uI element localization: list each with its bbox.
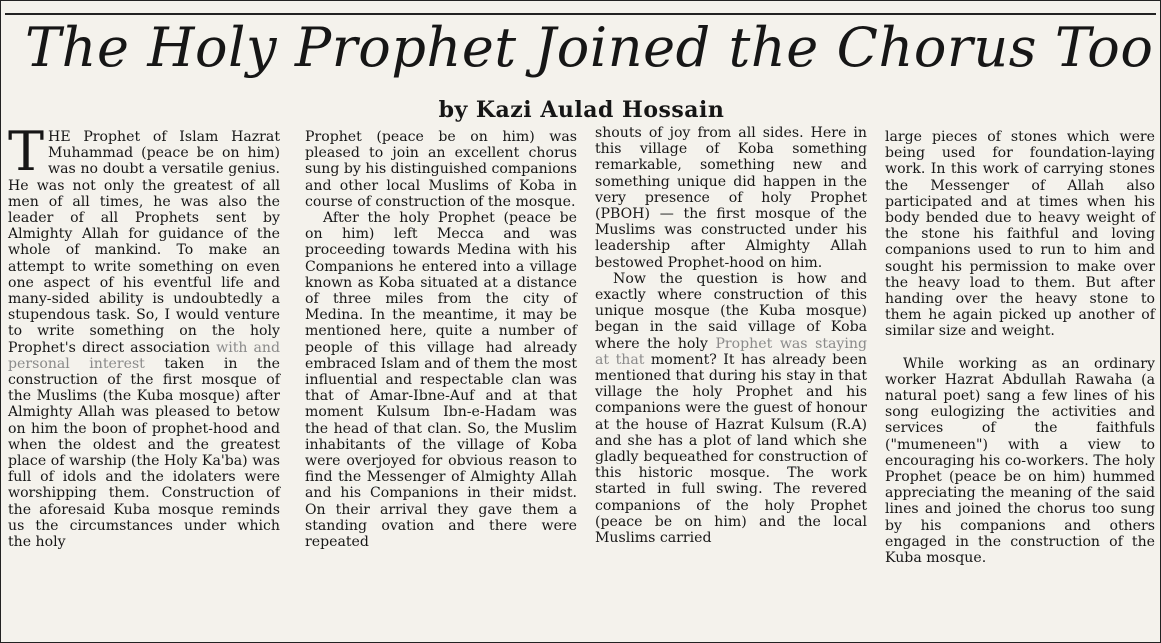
text-run: Now the question is how and exactly where construction of this unique mosque (the Kuba mosque) began in the said village of Koba where the holy [595,270,867,352]
byline: by Kazi Aulad Hossain [438,97,725,123]
text-run: HE Prophet of Islam Hazrat Muhammad (peace be on him) was no doubt a versatile genius. He was not only the greatest of all men of all times, he was also the leader of all Prophets sent by Almighty Allah for guidance of the whole of mankind. To make an attempt to write something on even one aspect of his eventful life and many-sided ability is undoubtedly a stupendous task. So, I would venture to write something on the holy Prophet's direct association [8,129,280,356]
paragraph: shouts of joy from all sides. Here in this village of Koba something remarkable, something new and something unique did happen in the very presence of holy Prophet (PBOH) — the first mosque of the Muslims was constructed under his leadership after Almighty Allah bestowed Prophet-hood on him. [595,125,867,271]
text-run: moment? It has already been mentioned that during his stay in that village the holy Prophet and his companions were the guest of honour at the house of Hazrat Kulsum (R.A) and she has a plot of land which she gladly bequeathed for construction of this historic mosque. The work started in full swing. The revered companions of the holy Prophet (peace be on him) and the local Muslims carried [595,351,867,547]
paragraph: large pieces of stones which were being used for foundation-laying work. In this work of carrying stones the Messenger of Allah also participated and at times when his body bended due to heavy weight of the stone his faithful and loving companions used to run to him and sought his permission to make over the heavy load to them. But after handing over the heavy stone to them he again picked up another of similar size and weight. [885,129,1155,340]
paragraph: Prophet (peace be on him) was pleased to join an excellent chorus sung by his distinguished companions and other local Muslims of Koba in course of construction of the mosque. [305,129,577,210]
paragraph [8,120,280,551]
faded-text-run: with and personal interest [8,339,280,372]
column-1 [8,120,280,551]
text-run: taken in the construction of the first mosque of the Muslims (the Kuba mosque) after Almighty Allah was pleased to betow on him the boon of prophet-hood and when the oldest and the greatest place of warship (the Holy Ka'ba) was full of idols and the idolaters were worshipping them. Construction of the aforesaid Kuba mosque reminds us the circumstances under which the holy [8,355,280,551]
column-3 [595,125,867,546]
faded-text-run: Prophet was staying at that [595,335,867,368]
paragraph: While working as an ordinary worker Hazrat Abdullah Rawaha (a natural poet) sang a few lines of his song eulogizing the activities and services of the faithfuls ("mumeneen") with a view to encouraging his co-workers. The holy Prophet (peace be on him) hummed appreciating the meaning of the said lines and joined the chorus too sung by his companions and others engaged in the construction of the Kuba mosque. [885,355,1155,567]
drop-cap: T [8,120,45,183]
column-2 [305,129,577,550]
column-4 [885,129,1155,566]
headline: The Holy Prophet Joined the Chorus Too [25,16,1154,79]
paragraph: After the holy Prophet (peace be on him) left Mecca and was proceeding towards Medina with his Companions he entered into a village known as Koba situated at a distance of three miles from the city of Medina. In the meantime, it may be mentioned here, quite a number of people of this village had already embraced Islam and of them the most influential and respectable clan was that of Amar-Ibne-Auf and at that moment Kulsum Ibn-e-Hadam was the head of that clan. So, the Muslim inhabitants of the village of Koba were overjoyed for obvious reason to find the Messenger of Almighty Allah and his Companions in their midst. On their arrival they gave them a standing ovation and there were repeated [305,210,577,551]
paragraph [595,271,867,546]
